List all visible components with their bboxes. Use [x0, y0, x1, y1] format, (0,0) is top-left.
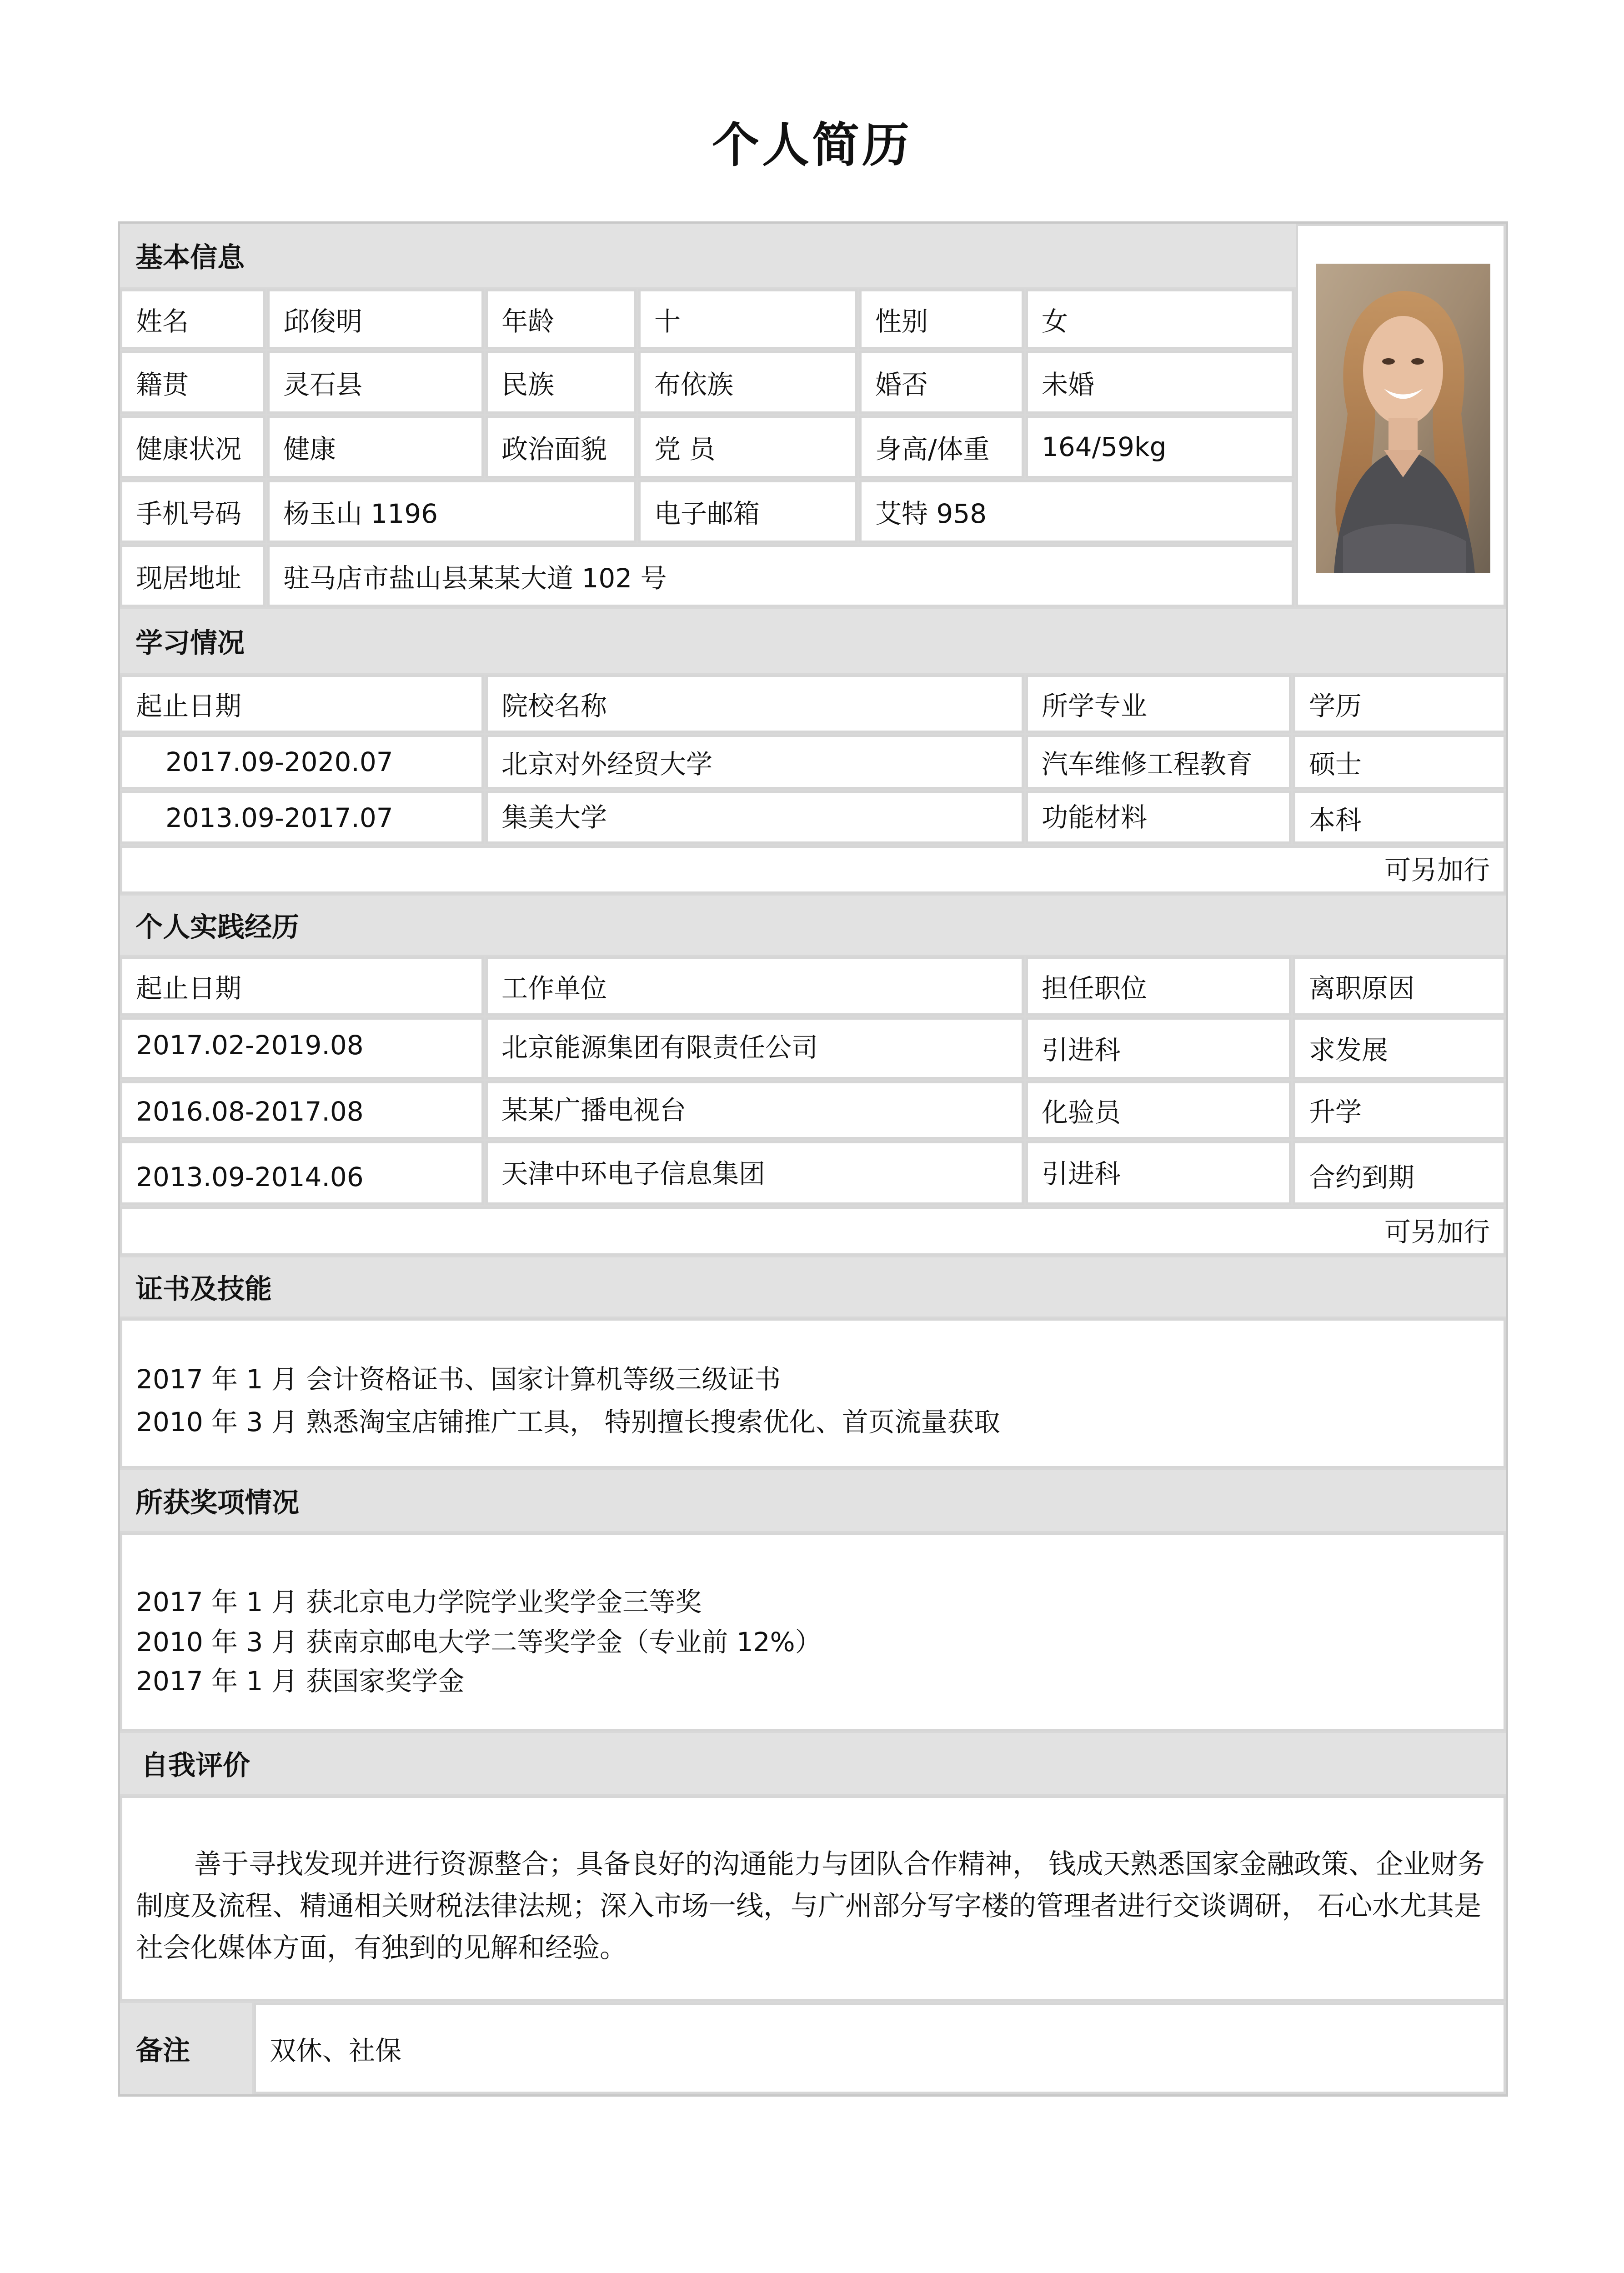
exp-row-date: 2017.02-2019.08: [120, 1017, 484, 1079]
exp-col-date: 起止日期: [120, 956, 484, 1016]
edu-row-date: 2017.09-2020.07: [120, 735, 484, 789]
edu-row-date: 2013.09-2017.07: [120, 791, 484, 844]
value-height-weight: 164/59kg: [1026, 416, 1294, 478]
exp-col-reason: 离职原因: [1293, 956, 1506, 1016]
label-phone: 手机号码: [120, 480, 266, 543]
label-marital: 婚否: [859, 351, 1024, 414]
edu-col-date: 起止日期: [120, 675, 484, 733]
edu-add-row-note: 可另加行: [120, 846, 1506, 894]
exp-row-company: 天津中环电子信息集团: [486, 1141, 1024, 1205]
certificate-line: 2010 年 3 月 熟悉淘宝店铺推广工具， 特别擅长搜索优化、首页流量获取: [136, 1407, 1000, 1437]
label-address: 现居地址: [120, 545, 266, 607]
label-health: 健康状况: [120, 416, 266, 478]
value-gender: 女: [1026, 289, 1294, 349]
value-email: 艾特 958: [859, 480, 1294, 543]
certificates-content: [120, 1318, 1506, 1468]
exp-row-reason: 升学: [1293, 1081, 1506, 1139]
section-header-self-evaluation: 自我评价: [120, 1733, 1506, 1794]
edu-col-degree: 学历: [1293, 675, 1506, 733]
edu-row-school: 集美大学: [486, 791, 1024, 844]
remarks-label: 备注: [120, 2003, 252, 2094]
value-health: 健康: [267, 416, 484, 478]
edu-row-major: 功能材料: [1026, 791, 1291, 844]
section-header-education: 学习情况: [120, 609, 1506, 673]
page-title: 个人简历: [712, 117, 912, 173]
exp-row-date: 2016.08-2017.08: [120, 1081, 484, 1139]
award-line: 2010 年 3 月 获南京邮电大学二等奖学金（专业前 12%）: [136, 1627, 822, 1657]
label-gender: 性别: [859, 289, 1024, 349]
exp-row-position: 引进科: [1026, 1141, 1291, 1205]
awards-content: [120, 1533, 1506, 1731]
value-phone: 杨玉山 1196: [267, 480, 637, 543]
exp-col-company: 工作单位: [486, 956, 1024, 1016]
exp-row-reason: 求发展: [1293, 1017, 1506, 1079]
value-ethnicity: 布依族: [638, 351, 857, 414]
label-hometown: 籍贯: [120, 351, 266, 414]
exp-row-reason: 合约到期: [1293, 1141, 1506, 1205]
self-evaluation-text: 善于寻找发现并进行资源整合；具备良好的沟通能力与团队合作精神， 钱成天熟悉国家金融政策、企业财务制度及流程、精通相关财税法律法规；深入市场一线，与广州部分写字楼的管理者进行交谈调研， 石心水尤其是社会化媒体方面，有独到的见解和经验。: [136, 1848, 1485, 1964]
remarks-value: 双休、社保: [254, 2003, 1506, 2094]
section-header-certificates: 证书及技能: [120, 1257, 1506, 1317]
value-age: 十: [638, 289, 857, 349]
edu-row-school: 北京对外经贸大学: [486, 735, 1024, 789]
label-height-weight: 身高/体重: [859, 416, 1024, 478]
edu-row-major: 汽车维修工程教育: [1026, 735, 1291, 789]
edu-row-degree: 硕士: [1293, 735, 1506, 789]
exp-row-company: 北京能源集团有限责任公司: [486, 1017, 1024, 1079]
edu-row-degree: 本科: [1293, 791, 1506, 844]
value-name: 邱俊明: [267, 289, 484, 349]
label-email: 电子邮箱: [638, 480, 857, 543]
exp-row-position: 引进科: [1026, 1017, 1291, 1079]
value-political: 党 员: [638, 416, 857, 478]
certificate-line: 2017 年 1 月 会计资格证书、国家计算机等级三级证书: [136, 1364, 781, 1395]
profile-photo: [1316, 264, 1490, 573]
edu-col-major: 所学专业: [1026, 675, 1291, 733]
award-line: 2017 年 1 月 获北京电力学院学业奖学金三等奖: [136, 1587, 702, 1617]
exp-add-row-note: 可另加行: [120, 1207, 1506, 1256]
label-ethnicity: 民族: [486, 351, 637, 414]
exp-col-position: 担任职位: [1026, 956, 1291, 1016]
exp-row-company: 某某广播电视台: [486, 1081, 1024, 1139]
self-evaluation-content: [120, 1796, 1506, 2001]
label-name: 姓名: [120, 289, 266, 349]
award-line: 2017 年 1 月 获国家奖学金: [136, 1666, 465, 1697]
exp-row-date: 2013.09-2014.06: [120, 1141, 484, 1205]
value-hometown: 灵石县: [267, 351, 484, 414]
section-header-basic-info: 基本信息: [120, 224, 1385, 287]
section-header-awards: 所获奖项情况: [120, 1470, 1506, 1531]
section-header-experience: 个人实践经历: [120, 896, 1506, 955]
label-political: 政治面貌: [486, 416, 637, 478]
edu-col-school: 院校名称: [486, 675, 1024, 733]
exp-row-position: 化验员: [1026, 1081, 1291, 1139]
value-address: 驻马店市盐山县某某大道 102 号: [267, 545, 1294, 607]
value-marital: 未婚: [1026, 351, 1294, 414]
label-age: 年龄: [486, 289, 637, 349]
